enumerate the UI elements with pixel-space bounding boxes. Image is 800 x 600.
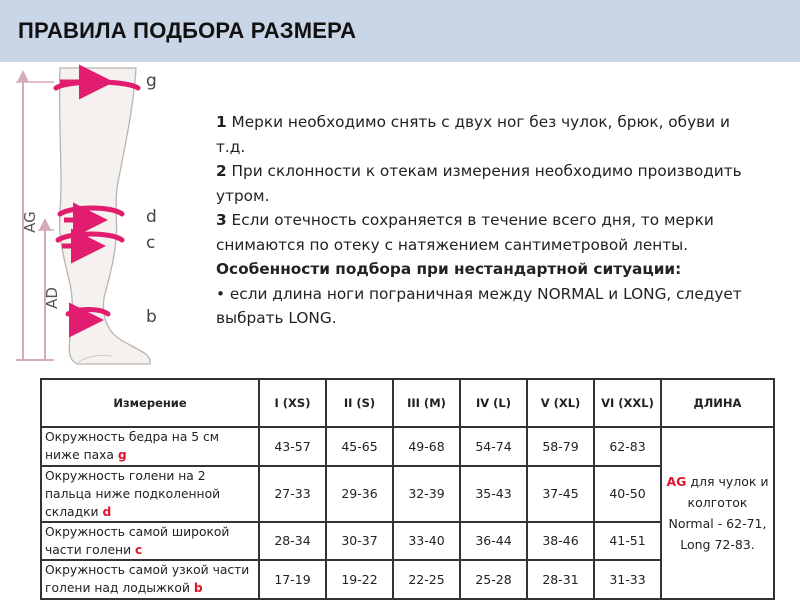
instructions-block [216,110,761,331]
row-label: Окружность самой узкой части голени над лодыжкой b [41,560,259,599]
instruction-number: 2 [216,162,227,180]
table-cell: 37-45 [527,466,594,522]
header-size-l: IV (L) [460,379,527,427]
table-header-row [41,379,774,427]
table-cell: 45-65 [326,427,393,466]
row-label: Окружность бедра на 5 см ниже паха g [41,427,259,466]
header-size-xxl: VI (XXL) [594,379,661,427]
leg-diagram-svg [8,62,208,372]
leg-measurement-diagram [8,62,208,372]
table-cell: 19-22 [326,560,393,599]
c-label: c [146,233,156,253]
length-ag-text: для чулок и колготок [687,473,769,510]
instruction-item-1 [216,110,761,159]
table-cell: 28-34 [259,522,326,561]
header-size-xl: V (XL) [527,379,594,427]
table-cell: 27-33 [259,466,326,522]
table-cell: 17-19 [259,560,326,599]
header-size-s: II (S) [326,379,393,427]
row-code: d [102,504,112,519]
table-cell: 62-83 [594,427,661,466]
table-cell: 28-31 [527,560,594,599]
table-cell: 25-28 [460,560,527,599]
row-label: Окружность самой широкой части голени c [41,522,259,561]
table-cell: 38-46 [527,522,594,561]
table-cell: 43-57 [259,427,326,466]
instruction-number: 1 [216,113,227,131]
special-text: • если длина ноги пограничная между NORMAL и LONG, следует выбрать LONG. [216,284,742,327]
header-size-m: III (M) [393,379,460,427]
row-code: g [117,448,127,463]
ag-label: AG [21,211,39,233]
header-length: ДЛИНА [661,379,774,427]
table-cell: 35-43 [460,466,527,522]
table-cell: 29-36 [326,466,393,522]
table-cell: 36-44 [460,522,527,561]
table-cell: 58-79 [527,427,594,466]
row-code: b [193,581,203,596]
b-label: b [146,307,157,327]
g-label: g [146,71,157,91]
instruction-text: При склонности к отекам измерения необходимо производить утром. [216,162,742,205]
special-heading: Особенности подбора при нестандартной ситуации: [216,260,682,278]
size-table [40,378,775,600]
table-cell: 33-40 [393,522,460,561]
table-cell: 40-50 [594,466,661,522]
row-code: c [135,542,143,557]
table-cell: 54-74 [460,427,527,466]
length-ag: AG [666,473,687,489]
instruction-item-2 [216,159,761,208]
length-long: Long 72-83. [680,536,755,552]
length-cell [661,427,774,599]
length-normal: Normal - 62-71, [668,515,767,531]
instruction-text: Если отечность сохраняется в течение всего дня, то мерки снимаются по отеку с натяжением сантиметровой ленты. [216,211,714,254]
instruction-text: Мерки необходимо снять с двух ног без чулок, брюк, обуви и т.д. [216,113,730,156]
table-cell: 49-68 [393,427,460,466]
table-cell: 32-39 [393,466,460,522]
header-size-xs: I (XS) [259,379,326,427]
d-label: d [146,207,157,227]
table-cell: 30-37 [326,522,393,561]
page-title: ПРАВИЛА ПОДБОРА РАЗМЕРА [18,18,357,43]
table-cell: 41-51 [594,522,661,561]
header-measurement: Измерение [41,379,259,427]
header-banner [0,0,800,62]
table-row [41,427,774,466]
instruction-number: 3 [216,211,227,229]
row-label: Окружность голени на 2 пальца ниже подколенной складки d [41,466,259,522]
table-cell: 31-33 [594,560,661,599]
ad-label: AD [43,287,61,309]
table-cell: 22-25 [393,560,460,599]
instruction-item-3 [216,208,761,257]
